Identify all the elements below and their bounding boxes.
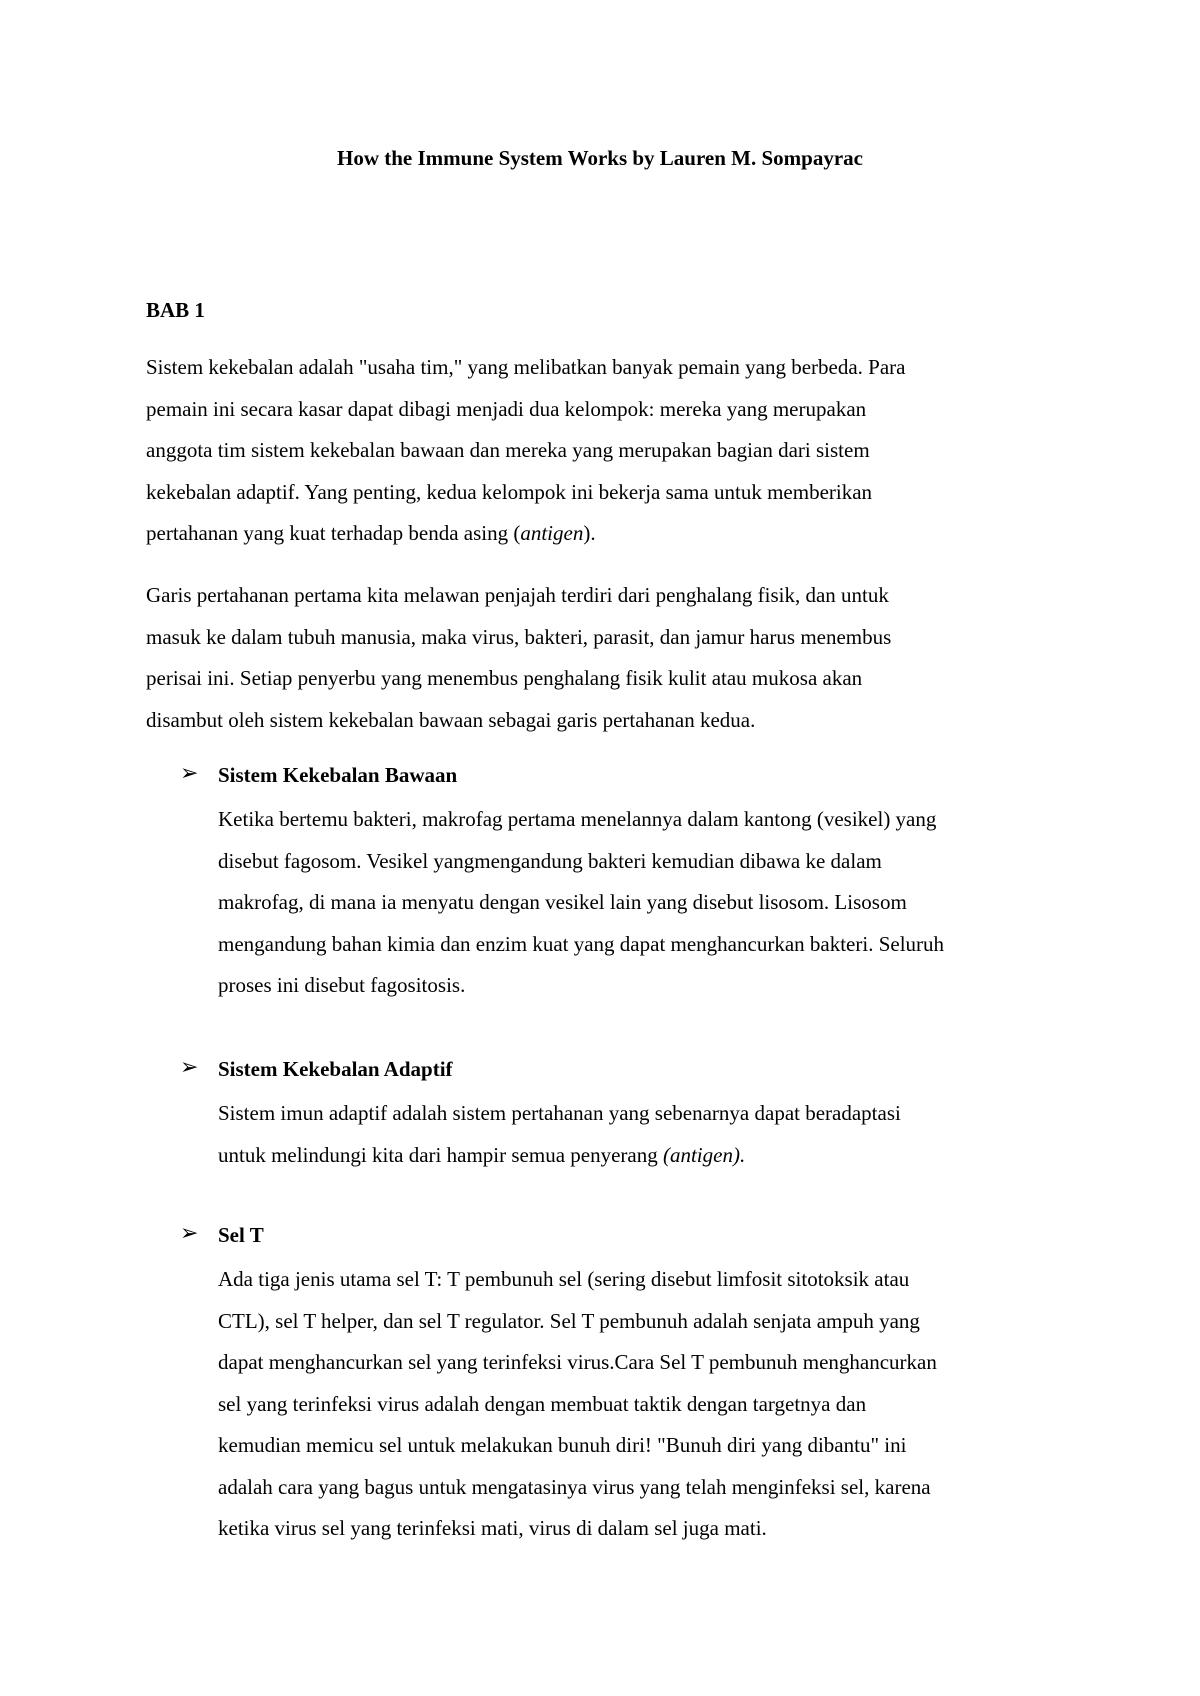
body-line: Ketika bertemu bakteri, makrofag pertama menelannya dalam kantong (vesikel) yang (218, 807, 937, 831)
section-t-cells (180, 1223, 1080, 1550)
section-adaptive-immunity (180, 1057, 1080, 1176)
body-line (218, 1135, 1080, 1177)
body-line: CTL), sel T helper, dan sel T regulator. Sel T pembunuh adalah senjata ampuh yang (218, 1308, 920, 1333)
paragraph-line (146, 513, 1076, 555)
line-text: untuk melindungi kita dari hampir semua penyerang (218, 1142, 663, 1167)
paragraph-line: kekebalan adaptif. Yang penting, kedua kelompok ini bekerja sama untuk memberikan (146, 479, 873, 504)
section-heading: Sistem Kekebalan Bawaan (218, 763, 458, 787)
italic-term: (antigen). (662, 1142, 746, 1167)
body-line: makrofag, di mana ia menyatu dengan vesikel lain yang disebut lisosom. Lisosom (218, 890, 907, 914)
body-line: Ada tiga jenis utama sel T: T pembunuh sel (sering disebut limfosit sitotoksik atau (218, 1267, 910, 1291)
paragraph-line: Garis pertahanan pertama kita melawan penjajah terdiri dari penghalang fisik, dan untuk (146, 583, 889, 607)
italic-term: antigen (520, 521, 584, 545)
section-innate-immunity (180, 763, 1080, 1007)
paragraph-intro (146, 347, 1076, 555)
section-body (218, 1093, 1080, 1176)
section-body (218, 1259, 1080, 1550)
paragraph-line: anggota tim sistem kekebalan bawaan dan mereka yang merupakan bagian dari sistem (146, 438, 870, 462)
body-line: disebut fagosom. Vesikel yangmengandung bakteri kemudian dibawa ke dalam (218, 848, 882, 873)
body-line: adalah cara yang bagus untuk mengatasinya virus yang telah menginfeksi sel, karena (218, 1474, 931, 1499)
section-body (218, 799, 1080, 1007)
body-line: kemudian memicu sel untuk melakukan bunuh diri! "Bunuh diri yang dibantu" ini (218, 1433, 907, 1457)
paragraph-line: masuk ke dalam tubuh manusia, maka virus, bakteri, parasit, dan jamur harus menembus (146, 624, 892, 649)
section-heading-row (180, 1223, 1080, 1259)
paragraph-line: Sistem kekebalan adalah "usaha tim," yang melibatkan banyak pemain yang berbeda. Para (146, 355, 906, 379)
body-line: proses ini disebut fagositosis. (218, 973, 466, 997)
body-line: mengandung bahan kimia dan enzim kuat yang dapat menghancurkan bakteri. Seluruh (218, 931, 945, 956)
line-text: ). (583, 521, 596, 545)
paragraph-line: pemain ini secara kasar dapat dibagi menjadi dua kelompok: mereka yang merupakan (146, 396, 867, 421)
arrow-bullet-icon: ➢ (180, 1221, 199, 1246)
arrow-bullet-icon: ➢ (180, 1055, 199, 1080)
section-heading-row (180, 763, 1080, 799)
paragraph-line: perisai ini. Setiap penyerbu yang menembus penghalang fisik kulit atau mukosa akan (146, 666, 863, 690)
chapter-heading: BAB 1 (146, 298, 205, 322)
body-line: Sistem imun adaptif adalah sistem pertahanan yang sebenarnya dapat beradaptasi (218, 1101, 901, 1125)
paragraph-defense (146, 575, 1076, 741)
arrow-bullet-icon: ➢ (180, 761, 199, 786)
body-line: dapat menghancurkan sel yang terinfeksi virus.Cara Sel T pembunuh menghancurkan (218, 1350, 937, 1374)
section-heading: Sel T (218, 1223, 264, 1247)
body-line: ketika virus sel yang terinfeksi mati, virus di dalam sel juga mati. (218, 1516, 767, 1540)
paragraph-line: disambut oleh sistem kekebalan bawaan sebagai garis pertahanan kedua. (146, 707, 756, 732)
line-text: pertahanan yang kuat terhadap benda asing ( (146, 521, 521, 545)
section-heading-row (180, 1057, 1080, 1093)
body-line: sel yang terinfeksi virus adalah dengan membuat taktik dengan targetnya dan (218, 1391, 867, 1416)
section-heading: Sistem Kekebalan Adaptif (218, 1057, 453, 1081)
document-title: How the Immune System Works by Lauren M. Sompayrac (337, 146, 863, 170)
